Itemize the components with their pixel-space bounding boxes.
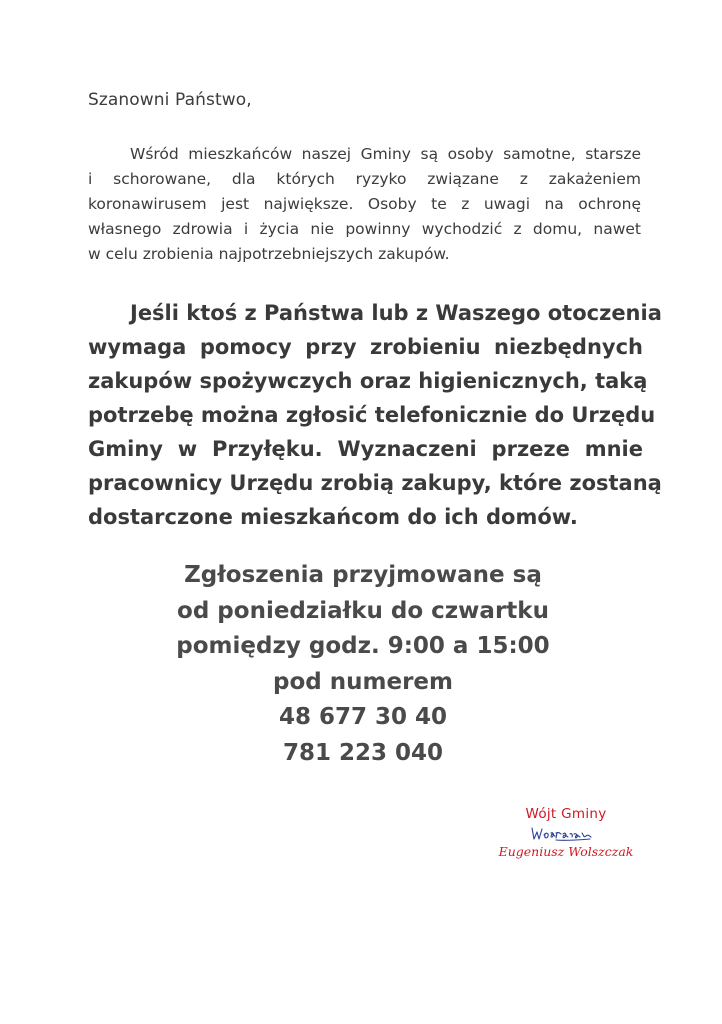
signatory-name: Eugeniusz Wolszczak	[498, 844, 634, 859]
hours-line: pomiędzy godz. 9:00 a 15:00	[176, 633, 550, 659]
intro-line: Wśród mieszkańców naszej Gminy są osoby samotne, starsze	[130, 145, 641, 163]
help-line: dostarczone mieszkańcom do ich domów.	[88, 505, 578, 529]
phone-number: 48 677 30 40	[278, 704, 448, 730]
help-line: wymaga pomocy przy zrobieniu niezbędnych	[88, 335, 643, 359]
help-paragraph	[88, 296, 662, 534]
intro-line: i schorowane, dla których ryzyko związane z zakażeniem	[88, 170, 641, 188]
hours-line: od poniedziałku do czwartku	[177, 597, 549, 624]
intro-paragraph	[88, 142, 641, 267]
intro-line: w celu zrobienia najpotrzebniejszych zakupów.	[88, 245, 450, 263]
hours-line: Zgłoszenia przyjmowane są	[184, 562, 542, 588]
intro-line: własnego zdrowia i życia nie powinny wychodzić z domu, nawet	[88, 220, 641, 238]
signature-block	[496, 806, 636, 859]
greeting: Szanowni Państwo,	[88, 90, 252, 110]
signature-scribble-icon	[526, 824, 606, 844]
help-line: pracownicy Urzędu zrobią zakupy, które zostaną	[88, 471, 662, 495]
intro-line: koronawirusem jest największe. Osoby te z uwagi na ochronę	[88, 195, 641, 213]
contact-hours-block	[0, 558, 722, 771]
help-line: zakupów spożywczych oraz higienicznych, taką	[88, 369, 648, 393]
help-line: Jeśli ktoś z Państwa lub z Waszego otoczenia	[130, 301, 662, 325]
phone-number: 781 223 040	[282, 739, 444, 766]
help-line: Gminy w Przyłęku. Wyznaczeni przeze mnie	[88, 437, 643, 461]
help-line: potrzebę można zgłosić telefonicznie do Urzędu	[88, 403, 656, 427]
hours-line: pod numerem	[273, 668, 453, 695]
signature-title: Wójt Gminy	[525, 806, 607, 822]
handwritten-signature	[496, 824, 636, 844]
